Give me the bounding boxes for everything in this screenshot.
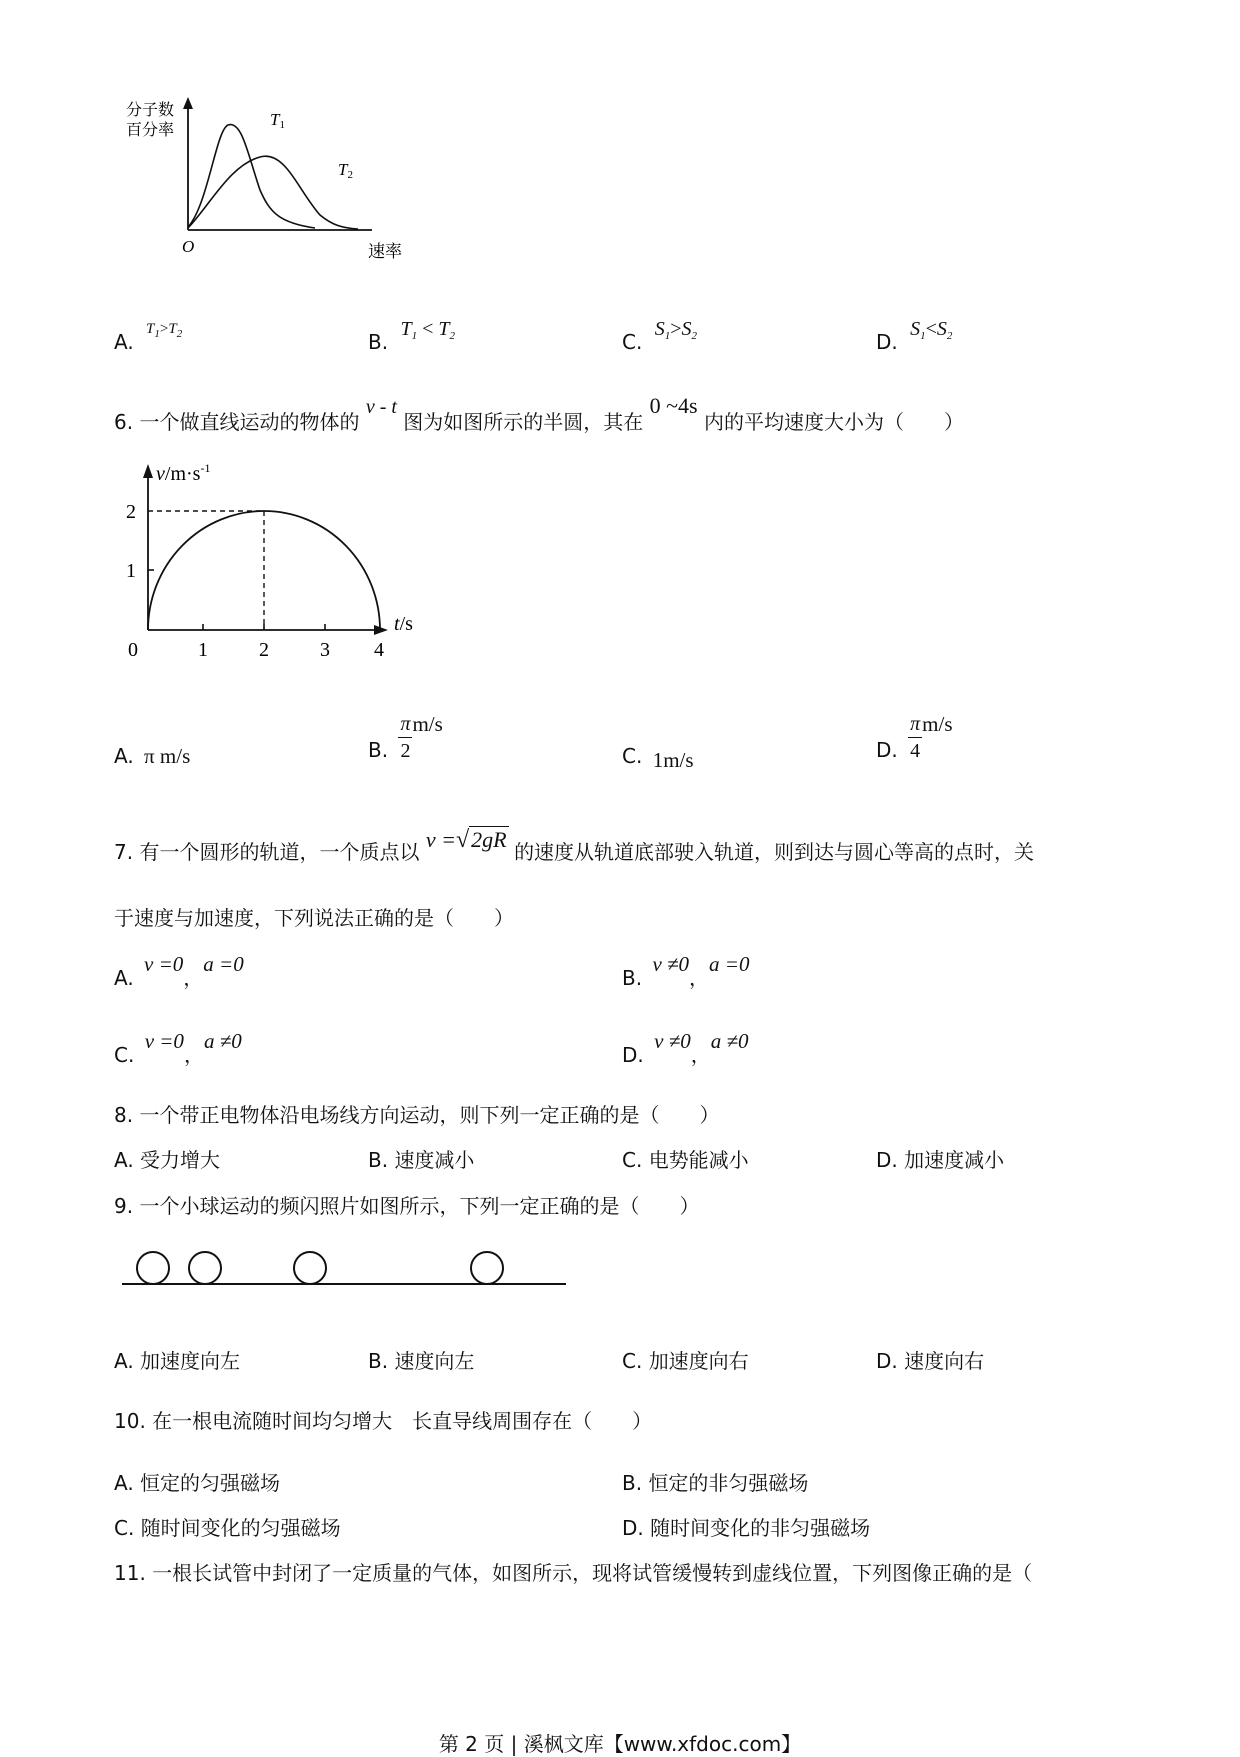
q7-option-d[interactable]: D. v ≠0，a ≠0 — [622, 1029, 749, 1067]
q9-option-d[interactable]: D. 速度向右 — [876, 1349, 985, 1373]
option-letter: D. — [876, 738, 898, 762]
q10-option-c[interactable]: C. 随时间变化的匀强磁场 — [114, 1516, 341, 1540]
q10-option-b[interactable]: B. 恒定的非匀强磁场 — [622, 1471, 809, 1495]
q10-option-d[interactable]: D. 随时间变化的非匀强磁场 — [622, 1516, 871, 1540]
y-tick-label-2: 2 — [126, 501, 136, 523]
math-vt: v - t — [365, 396, 397, 418]
math-range: 0 ~4s — [649, 393, 698, 418]
velocity-distribution-figure — [120, 95, 440, 270]
q10-option-a[interactable]: A. 恒定的匀强磁场 — [114, 1471, 281, 1495]
q5-option-c[interactable]: C. $S_1>S_2$ — [622, 318, 697, 354]
q8-option-c[interactable]: C. 电势能减小 — [622, 1148, 749, 1172]
q6-option-a[interactable]: A. π m/s — [114, 744, 191, 768]
option-letter: A. — [114, 966, 134, 990]
x-axis-arrow — [374, 625, 388, 635]
y-axis-arrow — [183, 97, 193, 109]
option-letter: A. — [114, 330, 134, 354]
option-letter: B. — [368, 738, 389, 762]
q7-option-a[interactable]: A. v =0，a =0 — [114, 952, 244, 990]
vt-semicircle-figure — [112, 456, 472, 666]
q8-option-b[interactable]: B. 速度减小 — [368, 1148, 475, 1172]
question-number: 9. — [114, 1194, 134, 1218]
q5-option-b[interactable]: B. $T_1 < T_2$ — [368, 318, 455, 354]
footer-text: 第 2 页 | 溪枫文库【www.xfdoc.com】 — [438, 1732, 802, 1756]
q9-option-b[interactable]: B. 速度向左 — [368, 1349, 475, 1373]
option-letter: C. — [114, 1043, 135, 1067]
q8-option-a[interactable]: A. 受力增大 — [114, 1148, 221, 1172]
q7-stem-line1: 7. 有一个圆形的轨道，一个质点以 v =√2gR 的速度从轨道底部驶入轨道，则到达与圆心等高的点时，关 — [114, 827, 1035, 864]
q9-option-a[interactable]: A. 加速度向左 — [114, 1349, 241, 1373]
q5-option-a[interactable]: A. $^{T_1>T_2}$ — [114, 321, 183, 354]
ball-3 — [294, 1252, 326, 1284]
curve-t1-label: T1 — [270, 110, 285, 131]
x-tick-label-1: 1 — [198, 639, 208, 661]
q8-stem: 8. 一个带正电物体沿电场线方向运动，则下列一定正确的是（ ） — [114, 1103, 720, 1127]
q7-stem-line2: 于速度与加速度，下列说法正确的是（ ） — [114, 906, 514, 930]
ball-1 — [137, 1252, 169, 1284]
q10-stem: 10. 在一根电流随时间均匀增大 长直导线周围存在（ ） — [114, 1409, 653, 1433]
question-number: 8. — [114, 1103, 134, 1127]
question-number: 6. — [114, 410, 134, 434]
x-axis-label: t/s — [394, 613, 413, 635]
math-root: 2gR — [471, 827, 507, 852]
option-letter: D. — [876, 330, 898, 354]
curve-t2-label: T2 — [338, 160, 353, 181]
curve-t1 — [188, 125, 315, 228]
x-tick-label-3: 3 — [320, 639, 330, 661]
strobe-photo-figure — [118, 1240, 578, 1290]
origin-label: O — [182, 237, 195, 256]
y-axis-label-line1: 分子数 — [126, 102, 175, 119]
curve-t2 — [188, 156, 358, 229]
question-number: 7. — [114, 840, 134, 864]
q6-stem: 6. 一个做直线运动的物体的 v - t 图为如图所示的半圆，其在 0 ~4s 内的平均速度大小为（ ） — [114, 393, 964, 434]
option-letter: A. — [114, 744, 134, 768]
ball-2 — [189, 1252, 221, 1284]
q8-option-d[interactable]: D. 加速度减小 — [876, 1148, 1005, 1172]
q6-option-c[interactable]: C. 1m/s — [622, 744, 694, 772]
question-number: 10. — [114, 1409, 146, 1433]
x-tick-label-4: 4 — [374, 639, 384, 661]
q9-stem: 9. 一个小球运动的频闪照片如图所示，下列一定正确的是（ ） — [114, 1194, 700, 1218]
q6-option-b[interactable]: B. $\frac{\pi}{2}$ m/s — [368, 712, 443, 762]
x-tick-label-2: 2 — [259, 639, 269, 661]
q5-a-lhs: T — [146, 321, 155, 337]
y-axis-label-line2: 百分率 — [126, 122, 175, 139]
question-number: 11. — [114, 1561, 146, 1585]
q6-option-d[interactable]: D. $\frac{\pi}{4}$ m/s — [876, 712, 953, 762]
option-letter: C. — [622, 330, 643, 354]
x-tick-label-0: 0 — [128, 639, 138, 661]
q5-option-d[interactable]: D. $S_1<S_2$ — [876, 318, 953, 354]
q11-stem: 11. 一根长试管中封闭了一定质量的气体，如图所示，现将试管缓慢转到虚线位置，下列图像正确的是（ — [114, 1561, 1033, 1585]
ball-4 — [471, 1252, 503, 1284]
option-letter: D. — [622, 1043, 644, 1067]
q9-option-c[interactable]: C. 加速度向右 — [622, 1349, 749, 1373]
q7-option-c[interactable]: C. v =0，a ≠0 — [114, 1029, 242, 1067]
option-letter: B. — [368, 330, 389, 354]
x-axis-label: 速率 — [368, 242, 402, 261]
y-axis-label: $v/m\cdot s^{-1}$ — [156, 461, 211, 485]
option-letter: C. — [622, 744, 643, 768]
math-v: v = — [425, 827, 456, 852]
option-letter: B. — [622, 966, 643, 990]
y-tick-label-1: 1 — [126, 560, 136, 582]
page-footer — [0, 1728, 1240, 1757]
y-axis-arrow — [143, 464, 153, 478]
q7-option-b[interactable]: B. v ≠0，a =0 — [622, 952, 750, 990]
